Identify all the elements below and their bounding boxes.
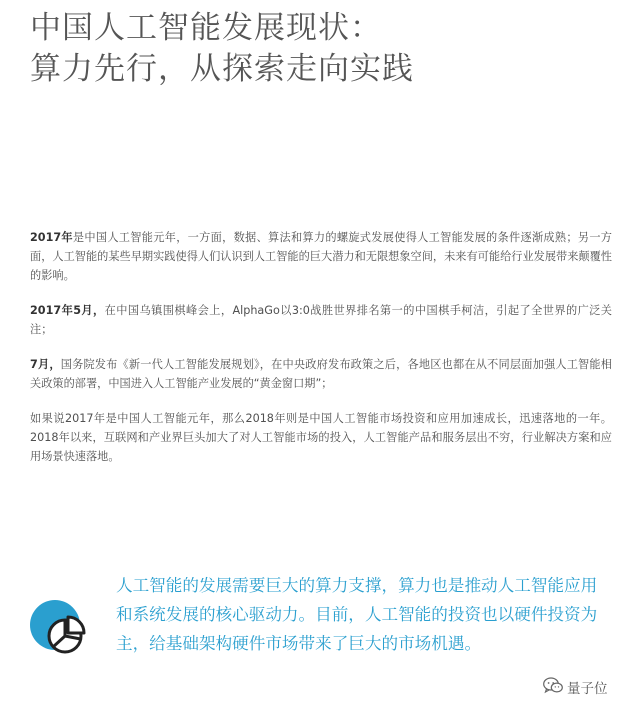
- paragraph-text: 是中国人工智能元年，一方面，数据、算法和算力的螺旋式发展使得人工智能发展的条件逐渐成熟；另一方面，人工智能的某些早期实践使得人们认识到人工智能的巨大潜力和无限想象空间，未来有可能给行业发展带来颠覆性的影响。: [30, 231, 612, 282]
- pie-chart-icon: [29, 599, 89, 661]
- paragraph-text: 如果说2017年是中国人工智能元年，那么2018年则是中国人工智能市场投资和应用加速成长，迅速落地的一年。2018年以来，互联网和产业界巨头加大了对人工智能市场的投入，人工智能产品和服务层出不穷，行业解决方案和应用场景快速落地。: [30, 412, 612, 463]
- title-line-1: 中国人工智能发展现状：: [30, 10, 382, 46]
- paragraph-1: [30, 228, 612, 285]
- watermark-text: 量子位: [567, 681, 608, 697]
- watermark: [543, 676, 608, 698]
- paragraph-lead: 7月，: [30, 358, 61, 371]
- paragraph-2: [30, 301, 612, 339]
- page-title: [30, 8, 620, 90]
- wechat-icon: [543, 677, 563, 698]
- paragraph-lead: 2017年: [30, 231, 73, 244]
- paragraph-text: 国务院发布《新一代人工智能发展规划》，在中央政府发布政策之后，各地区也都在从不同层面加强人工智能相关政策的部署，中国进入人工智能产业发展的“黄金窗口期”；: [30, 358, 612, 390]
- paragraph-text: 在中国乌镇围棋峰会上，AlphaGo以3:0战胜世界排名第一的中国棋手柯洁，引起了全世界的广泛关注；: [30, 304, 612, 336]
- paragraph-lead: 2017年5月，: [30, 304, 105, 317]
- paragraph-3: [30, 355, 612, 393]
- callout-text: 人工智能的发展需要巨大的算力支撑，算力也是推动人工智能应用和系统发展的核心驱动力。目前，人工智能的投资也以硬件投资为主，给基础架构硬件市场带来了巨大的市场机遇。: [116, 576, 598, 653]
- paragraph-4: [30, 409, 612, 466]
- body-text: [30, 228, 612, 482]
- title-line-2: 算力先行，从探索走向实践: [30, 51, 414, 87]
